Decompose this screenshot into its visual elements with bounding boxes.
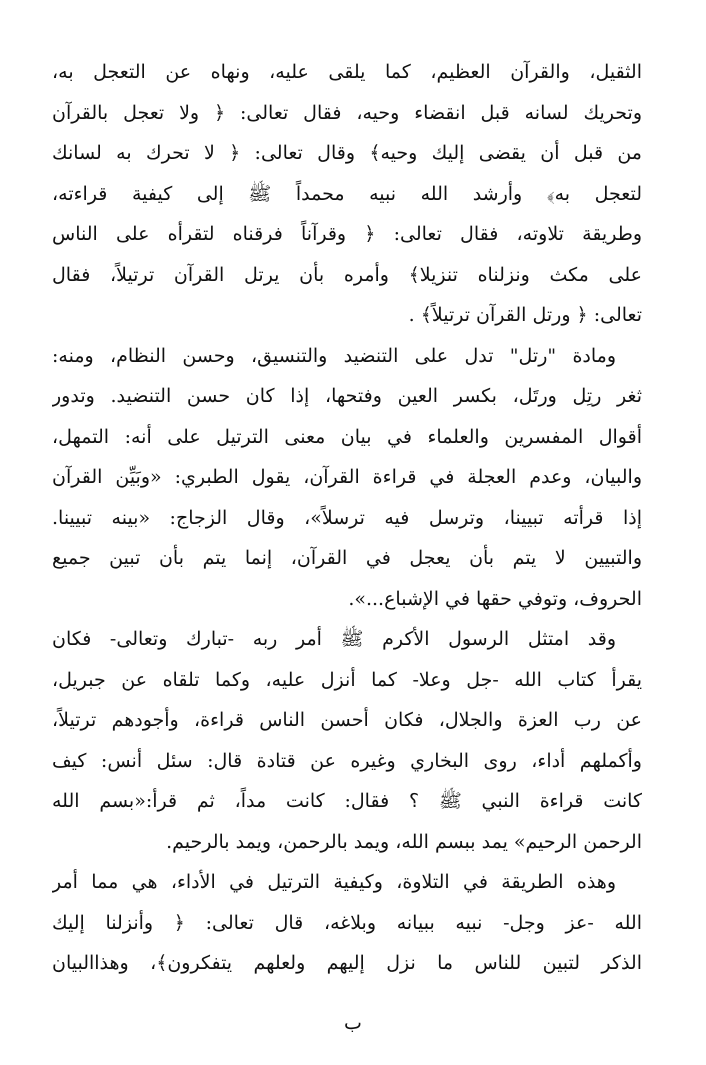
paragraph [52, 336, 642, 620]
text-line: وهذه الطريقة في التلاوة، وكيفية الترتيل في الأداء، هي مما أمر [52, 871, 616, 893]
text-line: والبيان، وعدم العجلة في قراءة القرآن، يقول الطبري: «وبَيِّن القرآن [52, 466, 642, 488]
text-line: وأكملهم أداء، روى البخاري وغيره عن قتادة قال: سئل أنس: كيف [52, 749, 642, 772]
text-line: الذكر لتبين للناس ما نزل إليهم ولعلهم يتفكرون﴾، وهذاالبيان [52, 952, 642, 974]
text-line: عن رب العزة والجلال، فكان أحسن الناس قراءة، وأجودهم ترتيلاً، [52, 709, 642, 731]
text-line: الثقيل، والقرآن العظيم، كما يلقى عليه، ونهاه عن التعجل به، [52, 61, 642, 83]
text-line: يقرأ كتاب الله -جل وعلا- كما أنزل عليه، وكما تلقاه عن جبريل، [52, 668, 642, 691]
text-line: إذا قرأته تبيينا، وترسل فيه ترسلاً»، وقال الزجاج: «بينه تبيينا. [52, 506, 642, 529]
text-line: لتعجل به﴾ وأرشد الله نبيه محمداً ﷺ إلى كيفية قراءته، [52, 182, 642, 205]
text-line: وتحريك لسانه قبل انقضاء وحيه، فقال تعالى: ﴿ ولا تعجل بالقرآن [52, 101, 642, 124]
text-line: كانت قراءة النبي ﷺ ؟ فقال: كانت مداً، ثم قرأ:«بسم الله [52, 790, 642, 812]
text-line: تعالى: ﴿ ورتل القرآن ترتيلاً﴾ . [408, 304, 642, 326]
paragraph [52, 52, 642, 336]
text-line: الله -عز وجل- نبيه ببيانه وبلاغه، قال تعالى: ﴿ وأنزلنا إليك [52, 911, 642, 934]
page-number: ب [344, 1012, 362, 1034]
text-line: الرحمن الرحيم» يمد ببسم الله، ويمد بالرحمن، ويمد بالرحيم. [166, 830, 642, 853]
page-body [52, 52, 642, 984]
text-line: من قبل أن يقضى إليك وحيه﴾ وقال تعالى: ﴿ لا تحرك به لسانك [52, 142, 642, 164]
text-line: وطريقة تلاوته، فقال تعالى: ﴿ وقرآناً فرقناه لتقرأه على الناس [52, 223, 642, 245]
text-line: الحروف، وتوفي حقها في الإشباع...». [348, 587, 642, 610]
text-line: أقوال المفسرين والعلماء في بيان معنى الترتيل على أنه: التمهل، [52, 425, 642, 448]
text-line: ثغر رتِل ورتَل، بكسر العين وفتحها، إذا كان حسن التنضيد. وتدور [52, 385, 642, 407]
text-line: والتبيين لا يتم بأن يعجل في القرآن، إنما يتم بأن تبين جميع [52, 547, 642, 569]
paragraph [52, 862, 642, 984]
paragraph [52, 619, 642, 862]
text-line: وقد امتثل الرسول الأكرم ﷺ أمر ربه -تبارك وتعالى- فكان [52, 628, 616, 650]
text-line: ومادة "رتل" تدل على التنضيد والتنسيق، وحسن النظام، ومنه: [52, 344, 616, 367]
text-line: على مكث ونزلناه تنزيلا﴾ وأمره بأن يرتل القرآن ترتيلاً، فقال [52, 263, 642, 286]
